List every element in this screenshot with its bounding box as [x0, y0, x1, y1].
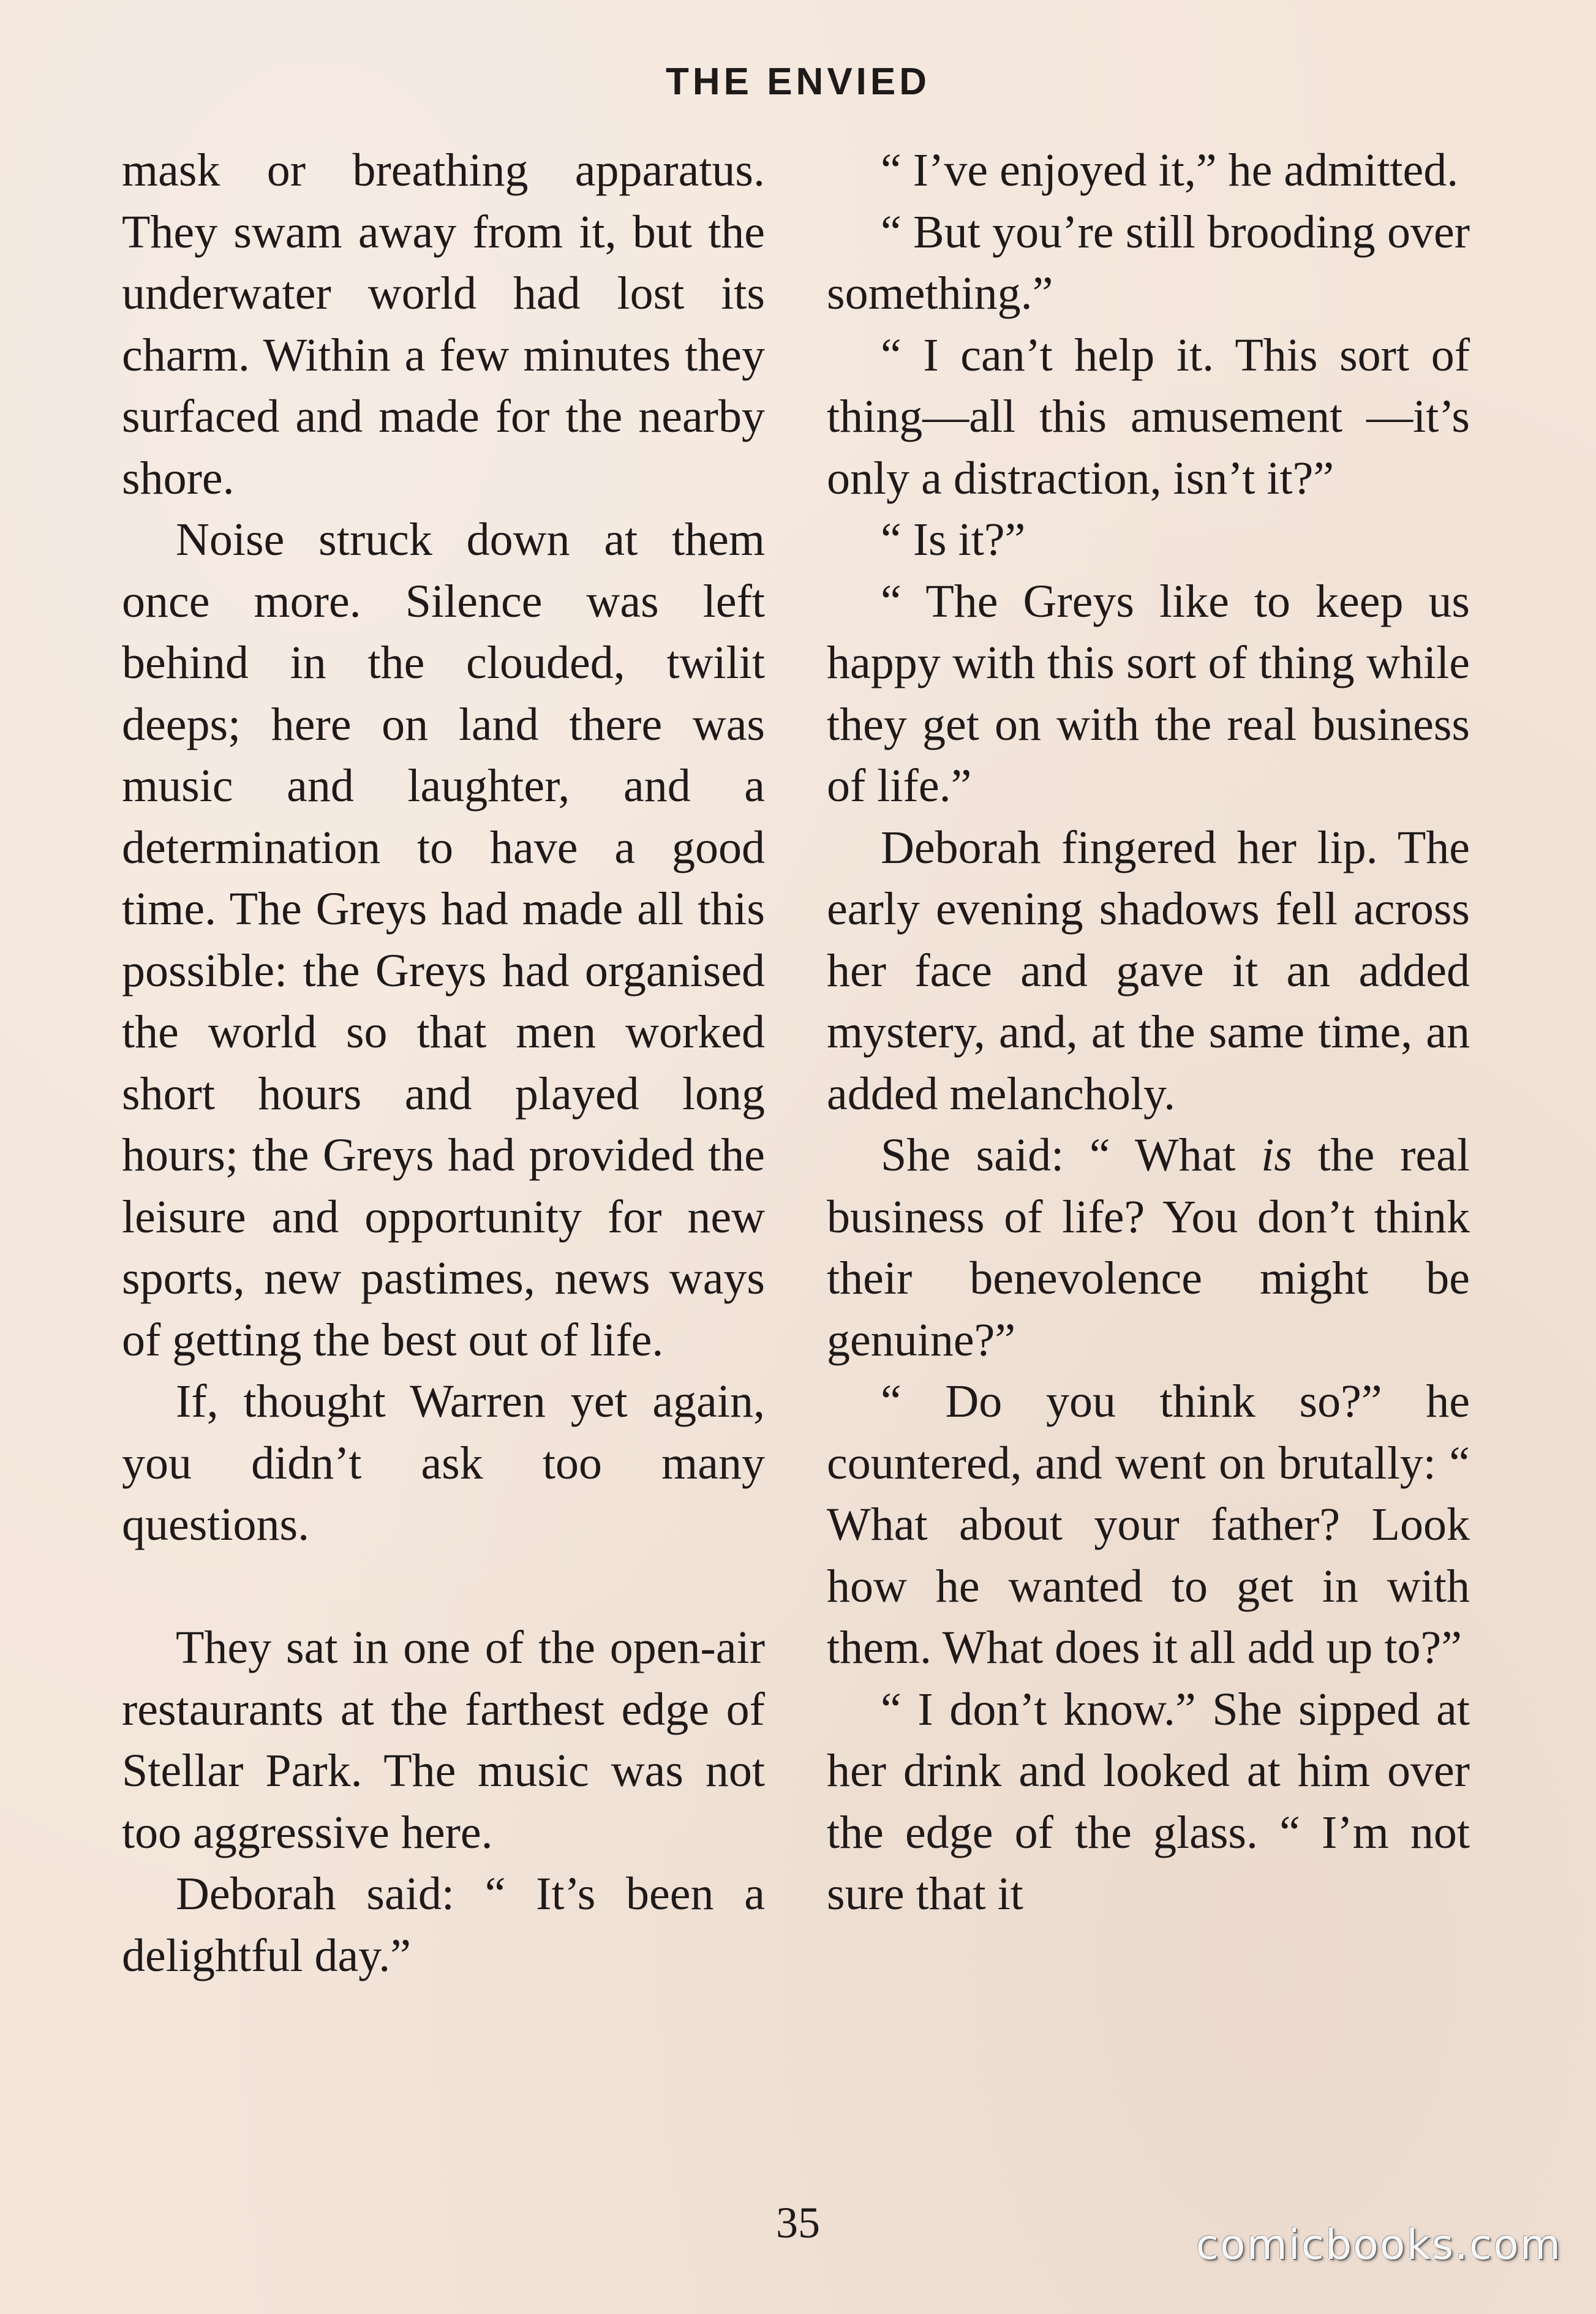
running-title: THE ENVIED	[665, 61, 931, 103]
paragraph: “ But you’re still brooding over something.”	[827, 206, 1470, 319]
paragraph: They sat in one of the open-air restaurants at the farthest edge of Stellar Park. The music was not too aggressive here.	[122, 1622, 765, 1858]
paragraph-text: She said: “ What	[881, 1129, 1262, 1181]
right-column	[827, 140, 1470, 1925]
page-number: 35	[776, 2198, 820, 2247]
paragraph: “ Do you think so?” he countered, and went on brutally: “ What about your father? Look how he wanted to get in with them. What does it all add up to?”	[827, 1376, 1470, 1673]
paragraph: If, thought Warren yet again, you didn’t ask too many questions.	[122, 1376, 765, 1550]
paragraph: “ I’ve enjoyed it,” he admitted.	[881, 145, 1459, 196]
paragraph: Deborah fingered her lip. The early evening shadows fell across her face and gave it an added mystery, and, at the same time, an added melancholy.	[827, 821, 1470, 1120]
watermark: comicbooks.com	[1195, 2221, 1562, 2269]
left-column	[122, 140, 765, 1986]
paragraph: Noise struck down at them once more. Silence was left behind in the clouded, twilit deeps; here on land there was music and laughter, and a determination to have a good time. The Greys had made all this possible: the Greys had organised the world so that men worked short hours and played long hours; the Greys had provided the leisure and opportunity for new sports, new pastimes, news ways of getting the best out of life.	[122, 514, 765, 1366]
paragraph: Deborah said: “ It’s been a delightful day.”	[122, 1868, 765, 1981]
paragraph-text: the real business of life? You don’t think their benevolence might be genuine?”	[827, 1129, 1470, 1366]
paragraph: mask or breathing apparatus. They swam away from it, but the underwater world had lost its charm. Within a few minutes they surfaced and made for the nearby shore.	[122, 145, 765, 504]
paragraph: “ Is it?”	[881, 514, 1026, 565]
paragraph	[827, 1125, 1470, 1371]
emphasized-word: is	[1261, 1129, 1292, 1181]
paragraph: “ I don’t know.” She sipped at her drink and looked at him over the edge of the glass. “ I’m not sure that it	[827, 1683, 1470, 1920]
paragraph: “ The Greys like to keep us happy with this sort of thing while they get on with the real business of life.”	[827, 575, 1470, 812]
paragraph: “ I can’t help it. This sort of thing—all this amusement —it’s only a distraction, isn’t it?”	[827, 329, 1470, 504]
